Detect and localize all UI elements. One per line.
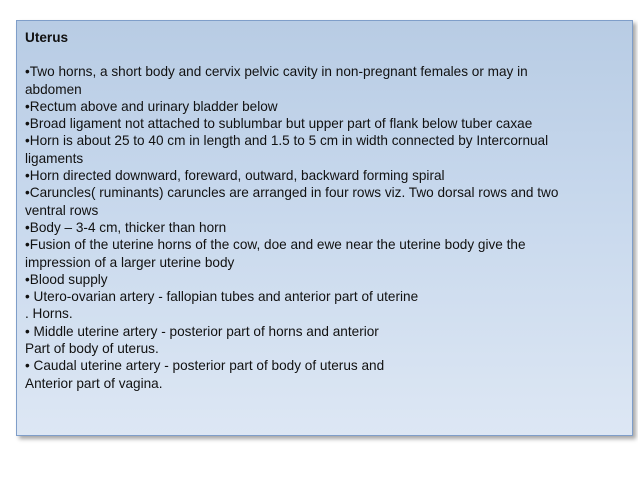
text-line: • Utero-ovarian artery - fallopian tubes and anterior part of uterine (25, 289, 419, 305)
text-line: •Rectum above and urinary bladder below (25, 98, 278, 114)
text-line: •Fusion of the uterine horns of the cow, doe and ewe near the uterine body give the (25, 237, 526, 253)
text-line: •Horn directed downward, foreward, outward, backward forming spiral (25, 168, 445, 184)
text-line: •Body – 3-4 cm, thicker than horn (25, 219, 227, 235)
content-text-box (16, 20, 633, 436)
text-line: Anterior part of vagina. (25, 375, 163, 391)
text-line: •Blood supply (25, 271, 108, 287)
text-line: Part of body of uterus. (25, 341, 159, 357)
text-line: •Caruncles( ruminants) caruncles are arranged in four rows viz. Two dorsal rows and two (25, 185, 559, 201)
text-line: •Two horns, a short body and cervix pelvic cavity in non-pregnant females or may in (25, 64, 528, 80)
text-line: impression of a larger uterine body (25, 254, 235, 270)
text-line: . Horns. (25, 306, 73, 322)
text-line: •Horn is about 25 to 40 cm in length and 1.5 to 5 cm in width connected by Intercornual (25, 133, 549, 149)
text-line: •Broad ligament not attached to sublumbar but upper part of flank below tuber caxae (25, 116, 533, 132)
text-line: abdomen (25, 81, 82, 97)
text-line: • Caudal uterine artery - posterior part of body of uterus and (25, 358, 385, 374)
text-line: ventral rows (25, 202, 99, 218)
text-line: ligaments (25, 150, 84, 166)
slide-title: Uterus (25, 30, 69, 45)
text-line: • Middle uterine artery - posterior part of horns and anterior (25, 323, 379, 339)
